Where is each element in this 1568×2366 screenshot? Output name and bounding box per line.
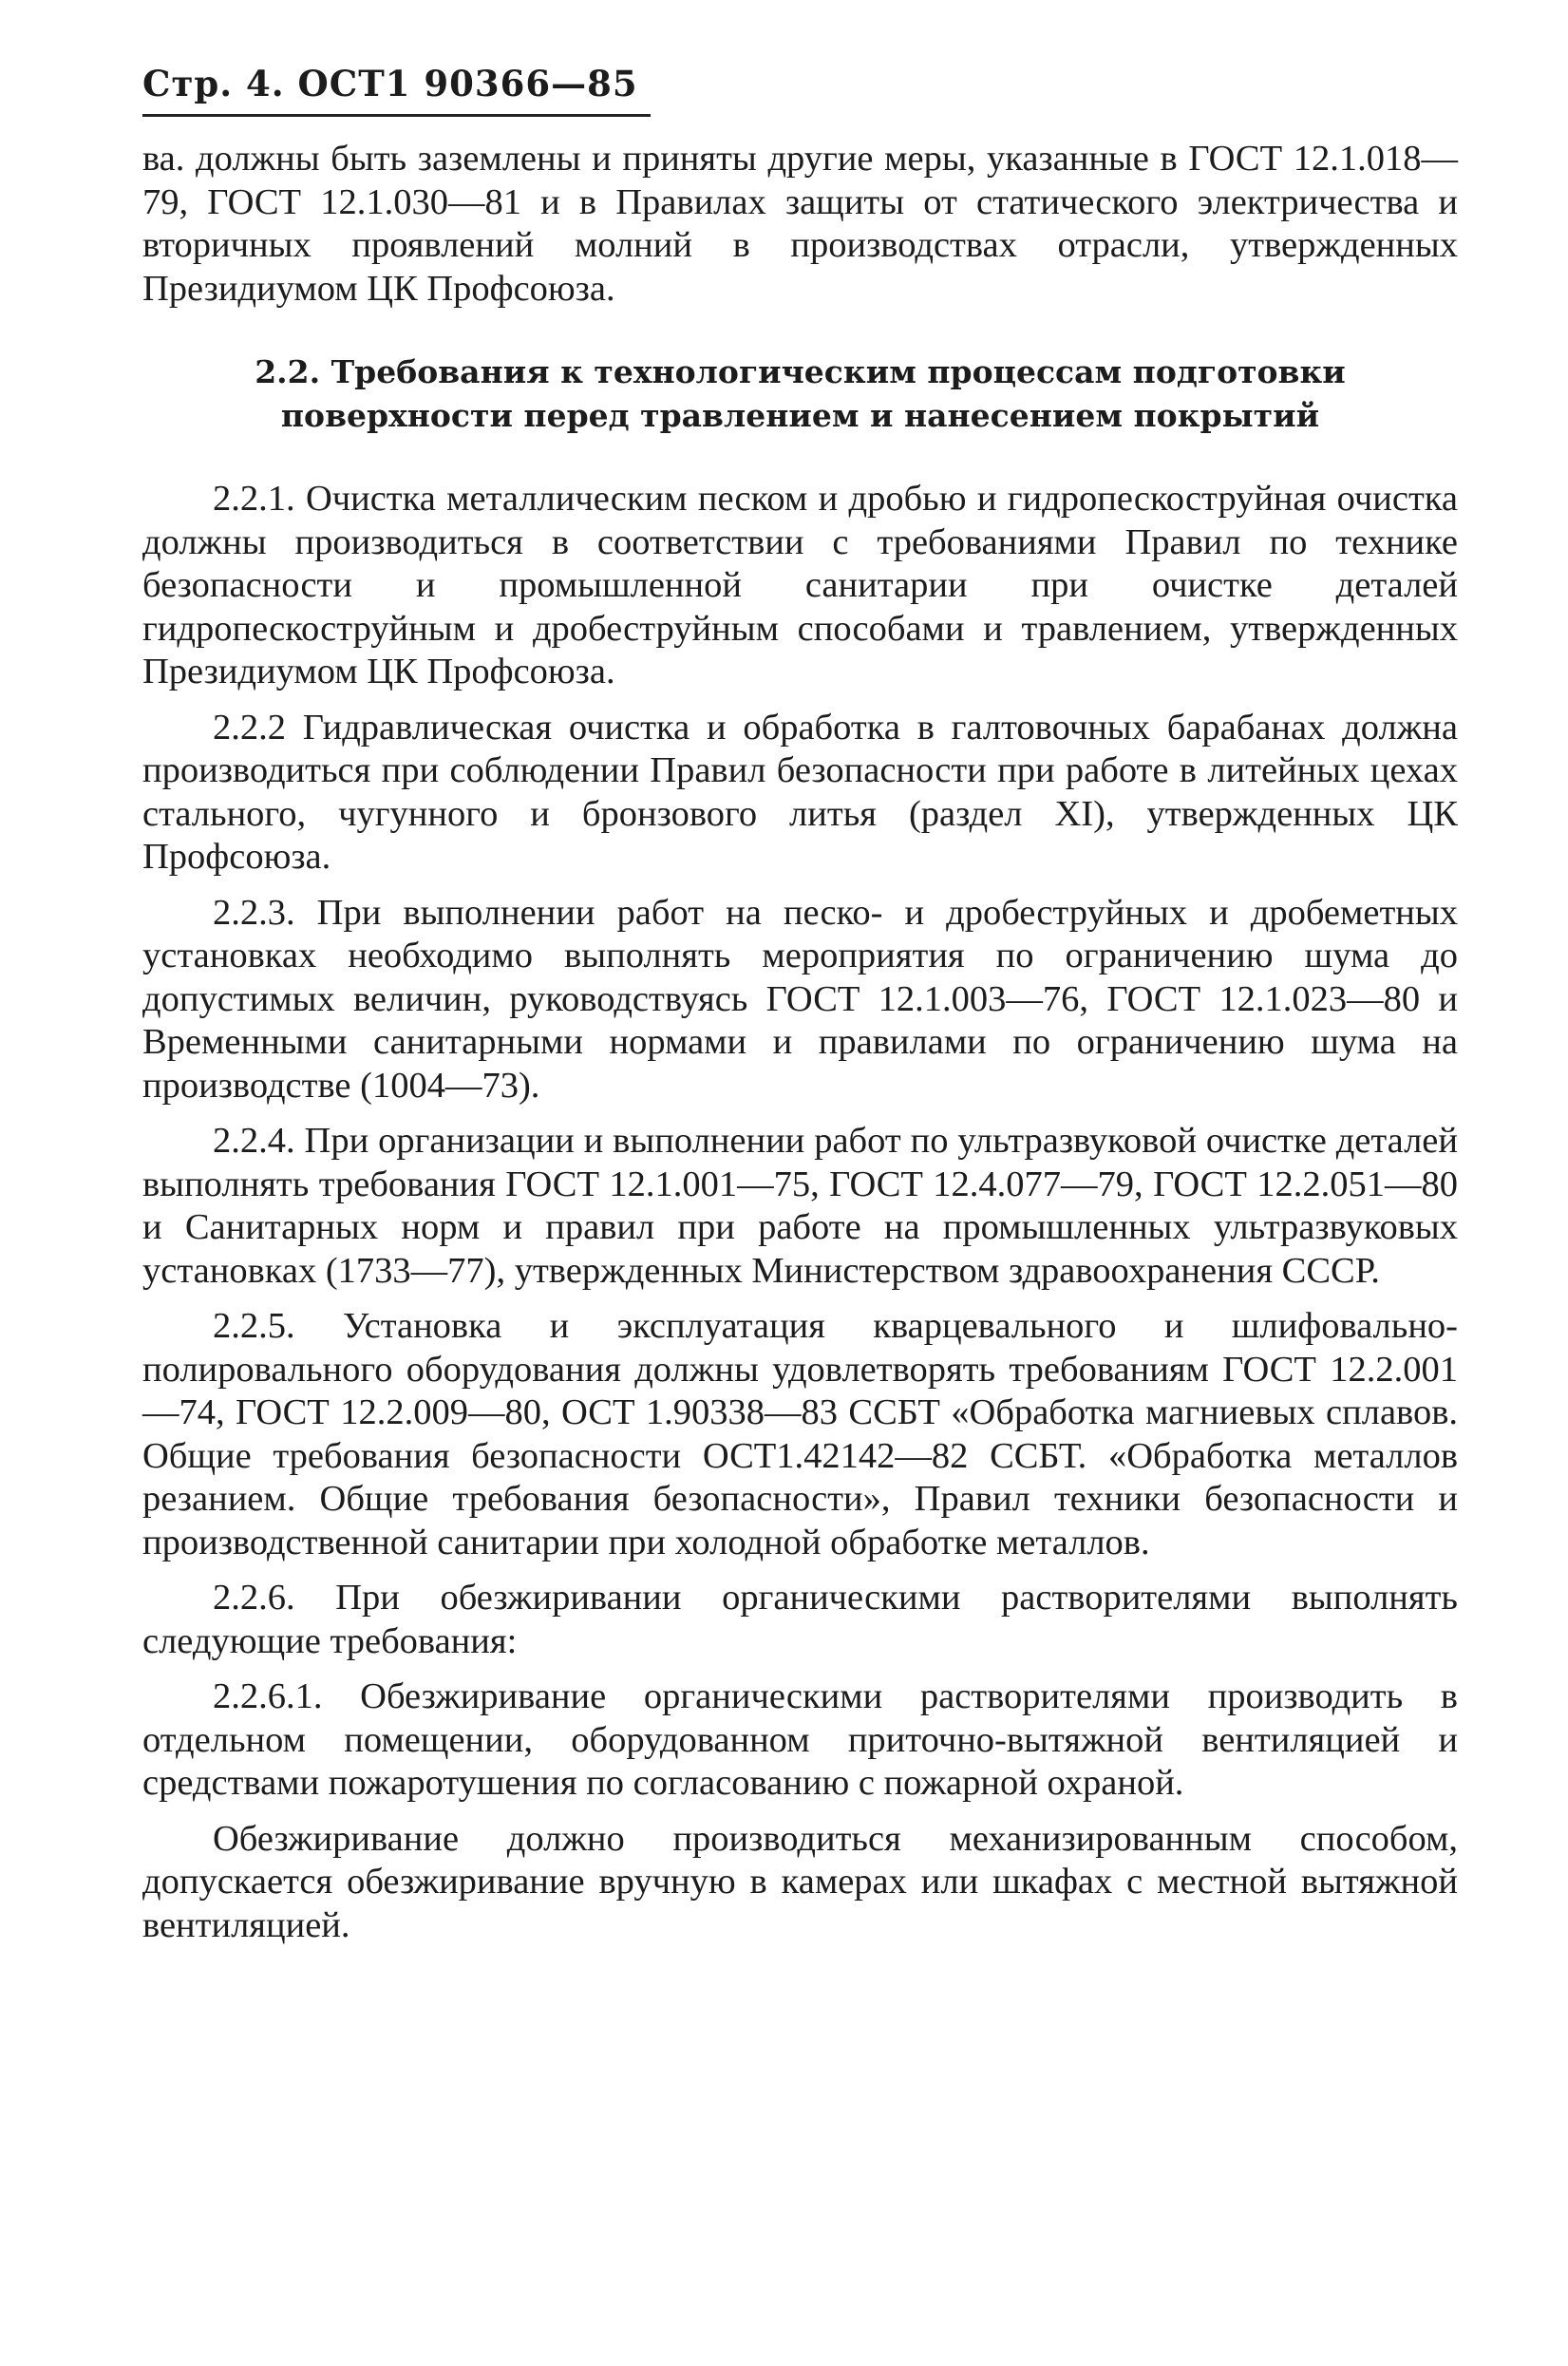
paragraph-2-2-4: 2.2.4. При организации и выполнении работ по ультразвуковой очистке деталей выполнять требования ГОСТ 12.1.001—75, ГОСТ 12.4.077—79, ГОСТ 12.2.051—80 и Санитарных норм и правил при работе на промышленных ультразвуковых установках (1733—77), утвержденных Министерством здравоохранения СССР.	[142, 1121, 1458, 1291]
paragraph-2-2-6: 2.2.6. При обезжиривании органическими растворителями выполнять следующие требования:	[142, 1578, 1458, 1661]
paragraph-degreasing-method: Обезжиривание должно производиться механизированным способом, допускается обезжиривание вручную в камерах или шкафах с местной вытяжной вентиляцией.	[142, 1818, 1458, 1945]
paragraph-2-2-1: 2.2.1. Очистка металлическим песком и дробью и гидропескоструйная очистка должны производиться в соответствии с требованиями Правил по технике безопасности и промышленной санитарии при очистке деталей гидропескоструйным и дробеструйным способами и травлением, утвержденных Президиумом ЦК Профсоюза.	[142, 479, 1458, 691]
document-page	[142, 38, 1458, 1959]
running-title: Стр. 4. ОСТ1 90366—85	[142, 63, 638, 104]
paragraph-2-2-3: 2.2.3. При выполнении работ на песко- и дробеструйных и дробеметных установках необходимо выполнять мероприятия по ограничению шума до допустимых величин, руководствуясь ГОСТ 12.1.003—76, ГОСТ 12.1.023—80 и Временными санитарными нормами и правилами по ограничению шума на производстве (1004—73).	[142, 892, 1458, 1106]
section-heading: 2.2. Требования к технологическим процессам подготовки поверхности перед травлением и нанесением покрытий	[255, 353, 1346, 434]
continuation-paragraph: ва. должны быть заземлены и приняты другие меры, указанные в ГОСТ 12.1.018—79, ГОСТ 12.1.030—81 и в Правилах защиты от статического электричества и вторичных проявлений молний в производствах отрасли, утвержденных Президиумом ЦК Профсоюза.	[142, 139, 1458, 309]
paragraph-2-2-5: 2.2.5. Установка и эксплуатация кварцевального и шлифовально-полировального оборудования должны удовлетворять требованиям ГОСТ 12.2.001—74, ГОСТ 12.2.009—80, ОСТ 1.90338—83 ССБТ «Обработка магниевых сплавов. Общие требования безопасности ОСТ1.42142—82 ССБТ. «Обработка металлов резанием. Общие требования безопасности», Правил техники безопасности и производственной санитарии при холодной обработке металлов.	[142, 1306, 1458, 1562]
paragraph-2-2-2: 2.2.2 Гидравлическая очистка и обработка в галтовочных барабанах должна производиться при соблюдении Правил безопасности при работе в литейных цехах стального, чугунного и бронзового литья (раздел XI), утвержденных ЦК Профсоюза.	[142, 707, 1458, 877]
header-rule	[142, 114, 651, 117]
paragraph-2-2-6-1: 2.2.6.1. Обезжиривание органическими растворителями производить в отдельном помещении, оборудованном приточно-вытяжной вентиляцией и средствами пожаротушения по согласованию с пожарной охраной.	[142, 1676, 1458, 1803]
